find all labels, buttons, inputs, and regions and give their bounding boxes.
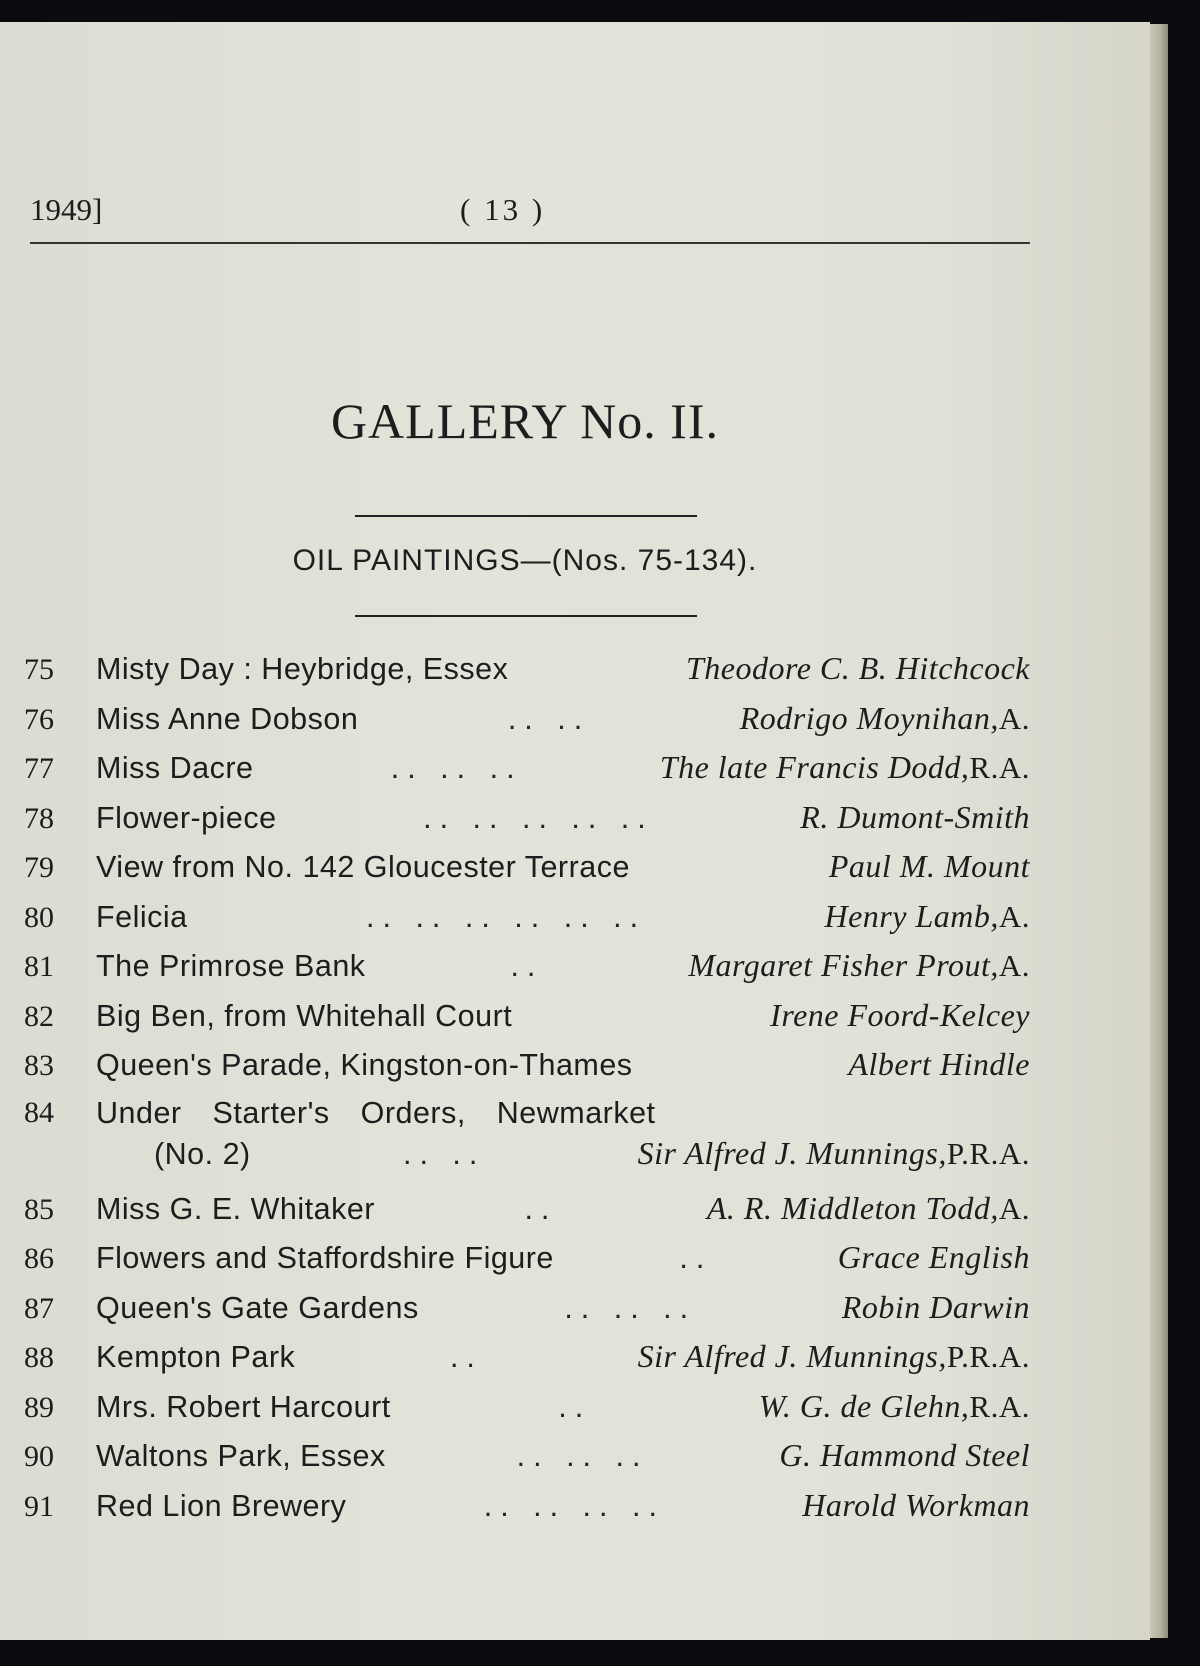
entry-number: 85: [24, 1192, 54, 1226]
entry-number: 80: [24, 900, 54, 934]
entry-artist: Grace English: [837, 1239, 1030, 1275]
list-item: [24, 1239, 1030, 1289]
entry-rank: A.: [998, 948, 1030, 983]
list-item: [24, 1487, 1030, 1537]
entry-rank: P.R.A.: [946, 1339, 1030, 1374]
list-item: [24, 650, 1030, 700]
catalogue-page: [0, 22, 1150, 1640]
entry-number: 81: [24, 950, 54, 983]
entry-title: Miss G. E. Whitaker: [96, 1191, 375, 1226]
entry-rank: R.A.: [969, 1388, 1030, 1424]
entry-artist: Theodore C. B. Hitchcock: [685, 650, 1030, 686]
leader-dots: .. .. .. ..: [483, 1488, 665, 1523]
entry-body: [96, 700, 1030, 737]
entry-title: Under Starter's Orders, Newmarket: [96, 1095, 656, 1130]
entry-artist: Robin Darwin: [841, 1288, 1030, 1325]
leader-dots: .. ..: [507, 701, 591, 736]
entry-title: Big Ben, from Whitehall Court: [96, 998, 513, 1033]
entry-title: Queen's Gate Gardens: [96, 1290, 419, 1325]
entry-title: Miss Anne Dobson: [96, 701, 359, 736]
entry-title: View from No. 142 Gloucester Terrace: [96, 850, 630, 884]
leader-dots: ..: [558, 1389, 592, 1424]
list-item: [24, 1289, 1030, 1339]
entry-title-continued: (No. 2): [154, 1136, 251, 1171]
leader-dots: .. .. .. .. ..: [423, 800, 654, 835]
entry-continuation: [96, 1135, 1030, 1172]
header-year: 1949]: [30, 192, 103, 227]
entry-title: Kempton Park: [96, 1340, 296, 1374]
entry-title: Queen's Parade, Kingston-on-Thames: [96, 1048, 633, 1082]
leader-dots: ..: [679, 1241, 713, 1275]
header-page-number: ( 13 ): [460, 192, 546, 227]
entry-artist: Paul M. Mount: [828, 848, 1030, 884]
entry-body: [96, 1239, 1030, 1276]
entry-body: [96, 997, 1030, 1034]
entry-artist: Albert Hindle: [848, 1046, 1030, 1082]
header-rule: [30, 242, 1030, 244]
entry-body: [96, 1289, 1030, 1326]
entry-number: 77: [24, 752, 54, 785]
list-item: [24, 1046, 1030, 1096]
entry-title: Flowers and Staffordshire Figure: [96, 1241, 554, 1275]
entry-number: 89: [24, 1390, 54, 1424]
list-item: [24, 947, 1030, 997]
list-item: [24, 700, 1030, 750]
entry-number: 75: [24, 653, 54, 686]
section-title: OIL PAINTINGS—(Nos. 75-134).: [292, 544, 758, 577]
leader-dots: .. .. ..: [390, 751, 523, 785]
entry-number: 82: [24, 999, 54, 1033]
entry-number: 76: [24, 702, 54, 736]
entry-number: 83: [24, 1049, 54, 1082]
entry-rank: A.: [998, 700, 1030, 736]
entry-title: Red Lion Brewery: [96, 1488, 347, 1523]
entry-artist: Irene Foord-Kelcey: [770, 996, 1030, 1033]
entry-body: [96, 1096, 1030, 1172]
entry-body: [96, 1338, 1030, 1375]
gallery-title: GALLERY No. II.: [330, 393, 720, 449]
entry-title: Felicia: [96, 899, 188, 934]
list-item: [24, 1190, 1030, 1240]
entry-number: 84: [24, 1095, 54, 1129]
entry-body: [96, 1437, 1030, 1474]
entry-title: Waltons Park, Essex: [96, 1439, 386, 1473]
entry-body: [96, 1487, 1030, 1524]
entry-number: 90: [24, 1440, 54, 1473]
list-item: [24, 1388, 1030, 1438]
leader-dots: .. ..: [402, 1136, 486, 1171]
list-item: [24, 1437, 1030, 1487]
entry-number: 88: [24, 1341, 54, 1374]
list-item: [24, 799, 1030, 849]
entry-title: The Primrose Bank: [96, 949, 366, 983]
entry-artist: The late Francis Dodd,: [659, 749, 970, 785]
entry-body: [96, 947, 1030, 984]
title-rule-lower: [355, 615, 697, 617]
leader-dots: ..: [449, 1340, 483, 1374]
leader-dots: ..: [524, 1191, 558, 1226]
entry-number: 87: [24, 1291, 54, 1325]
entry-number: 86: [24, 1242, 54, 1275]
painting-list: [24, 650, 1030, 1536]
leader-dots: .. .. .. .. .. ..: [366, 899, 647, 934]
list-item: [24, 1338, 1030, 1388]
entry-body: [96, 848, 1030, 885]
entry-number: 78: [24, 801, 54, 835]
leader-dots: ..: [510, 949, 544, 983]
list-item: [24, 749, 1030, 799]
entry-body: [96, 1190, 1030, 1227]
entry-body: [96, 1388, 1030, 1425]
entry-rank: A.: [998, 898, 1030, 934]
entry-body: [96, 1046, 1030, 1083]
entry-artist: A. R. Middleton Todd,: [706, 1189, 999, 1226]
entry-artist: Sir Alfred J. Munnings,: [637, 1338, 947, 1374]
list-item: [24, 898, 1030, 948]
entry-rank: P.R.A.: [946, 1135, 1030, 1171]
entry-body: [96, 898, 1030, 935]
list-item: [24, 1096, 1030, 1190]
entry-number: 91: [24, 1489, 54, 1523]
entry-artist: Sir Alfred J. Munnings,: [637, 1134, 947, 1171]
entry-body: [96, 799, 1030, 836]
entry-artist: Margaret Fisher Prout,: [688, 947, 999, 983]
title-rule-upper: [355, 515, 697, 517]
entry-rank: A.: [998, 1190, 1030, 1226]
entry-title: Misty Day : Heybridge, Essex: [96, 652, 509, 686]
entry-artist: Rodrigo Moynihan,: [739, 699, 999, 736]
list-item: [24, 848, 1030, 898]
entry-artist: W. G. de Glehn,: [758, 1387, 970, 1424]
entry-body: [96, 650, 1030, 687]
entry-title: Miss Dacre: [96, 751, 254, 785]
entry-title: Mrs. Robert Harcourt: [96, 1389, 391, 1424]
entry-title: Flower-piece: [96, 800, 277, 835]
entry-artist: Harold Workman: [802, 1486, 1030, 1523]
entry-artist: G. Hammond Steel: [779, 1437, 1030, 1473]
page-edge: [1150, 24, 1168, 1638]
list-item: [24, 997, 1030, 1047]
entry-rank: R.A.: [969, 750, 1030, 785]
entry-artist: Henry Lamb,: [824, 897, 999, 934]
entry-artist: R. Dumont-Smith: [800, 798, 1030, 835]
entry-number: 79: [24, 851, 54, 884]
entry-body: [96, 749, 1030, 786]
leader-dots: .. .. ..: [564, 1290, 697, 1325]
leader-dots: .. .. ..: [516, 1439, 649, 1473]
